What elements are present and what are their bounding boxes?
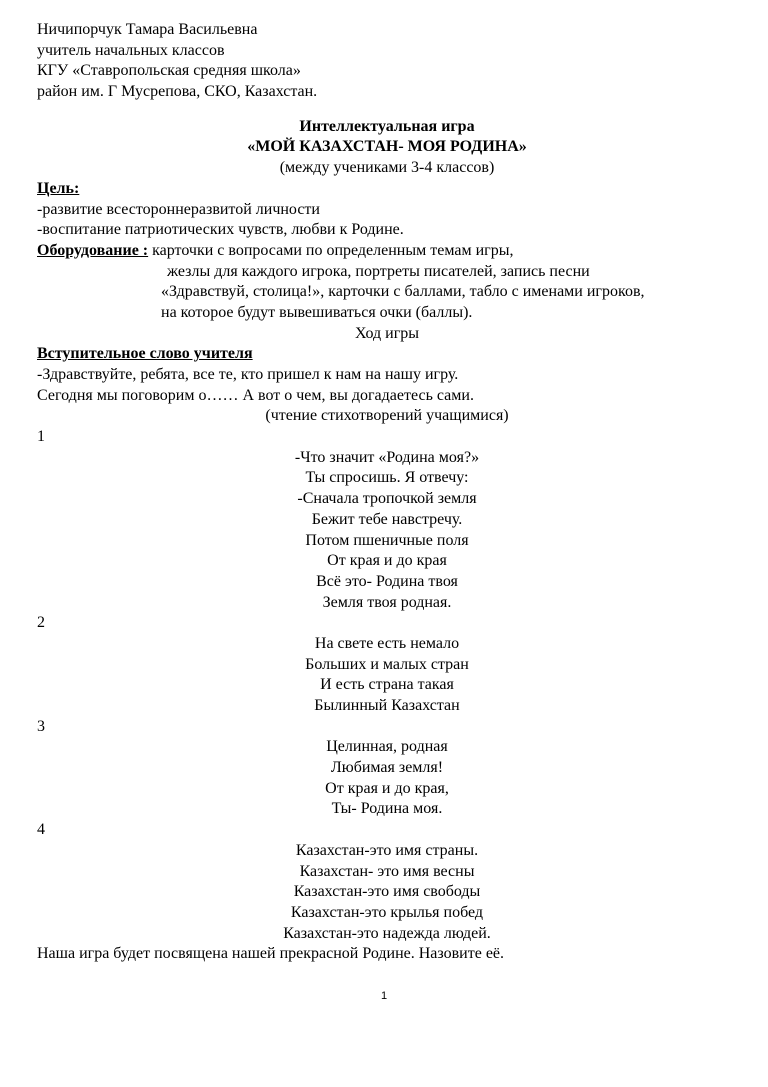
poem-line: Казахстан-это имя свободы — [293, 883, 481, 901]
poem-line: На свете есть немало — [314, 634, 460, 652]
intro-note: (чтение стихотворений учащимися) — [265, 407, 509, 425]
poem-line: Целинная, родная — [326, 738, 448, 756]
intro-line: Сегодня мы поговорим о…… А вот о чем, вы догадаетесь сами. — [37, 386, 474, 404]
poem-line: Казахстан- это имя весны — [299, 862, 475, 880]
poem-line: Земля твоя родная. — [322, 593, 452, 611]
poem-number: 4 — [37, 821, 45, 839]
title-line-2: «МОЙ КАЗАХСТАН- МОЯ РОДИНА» — [247, 138, 527, 156]
equipment-label: Оборудование : — [37, 241, 149, 259]
poem-line: Былинный Казахстан — [314, 697, 460, 714]
poem-number: 1 — [37, 428, 45, 446]
author-school: КГУ «Ставропольская средняя школа» — [37, 62, 301, 80]
poem-line: Казахстан-это имя страны. — [295, 841, 479, 859]
intro-heading: Вступительное слово учителя — [37, 345, 253, 363]
poem-number: 2 — [37, 614, 45, 632]
poem-line: -Сначала тропочкой земля — [297, 490, 477, 508]
title-line-3: (между учениками 3-4 классов) — [279, 159, 495, 177]
author-district: район им. Г Мусрепова, СКО, Казахстан. — [37, 83, 318, 101]
poem-line: Любимая земля! — [330, 759, 444, 777]
equipment-line: на которое будут вывешиваться очки (баллы). — [161, 303, 473, 321]
page-number: 1 — [380, 990, 388, 1002]
goal-label: Цель: — [37, 179, 80, 197]
goal-item: -воспитание патриотических чувств, любви к Родине. — [37, 221, 404, 239]
poem-line: -Что значит «Родина моя?» — [294, 448, 480, 466]
spacer — [37, 103, 737, 117]
poem-line: Потом пшеничные поля — [305, 531, 469, 549]
equipment-text: карточки с вопросами по определенным темам игры, — [148, 241, 514, 259]
poem-line: Ты- Родина моя. — [331, 800, 443, 818]
poem-line: Больших и малых стран — [305, 655, 469, 673]
poem-line: Казахстан-это крылья побед — [290, 903, 484, 921]
course-heading: Ход игры — [354, 324, 420, 342]
poem-line: От края и до края, — [325, 779, 449, 797]
closing-line: Наша игра будет посвящена нашей прекрасной Родине. Назовите её. — [37, 945, 505, 963]
poem-line: И есть страна такая — [320, 676, 454, 694]
poem-line: Ты спросишь. Я отвечу: — [305, 469, 469, 487]
equipment-line: жезлы для каждого игрока, портреты писателей, запись песни — [167, 262, 590, 280]
title-line-1: Интеллектуальная игра — [299, 117, 475, 135]
intro-line: -Здравствуйте, ребята, все те, кто пришел к нам на нашу игру. — [37, 366, 459, 383]
equipment-line — [37, 241, 737, 262]
author-position: учитель начальных классов — [37, 41, 225, 59]
document-body — [37, 20, 737, 965]
author-name: Ничипорчук Тамара Васильевна — [37, 21, 258, 38]
poem-number: 3 — [37, 717, 45, 735]
poem-line: Всё это- Родина твоя — [316, 572, 458, 590]
poem-line: От края и до края — [327, 552, 447, 570]
poem-line: Казахстан-это надежда людей. — [283, 924, 491, 942]
poem-line: Бежит тебе навстречу. — [311, 510, 463, 528]
equipment-line: «Здравствуй, столица!», карточки с баллами, табло с именами игроков, — [161, 283, 645, 301]
goal-item: -развитие всестороннеразвитой личности — [37, 200, 320, 218]
